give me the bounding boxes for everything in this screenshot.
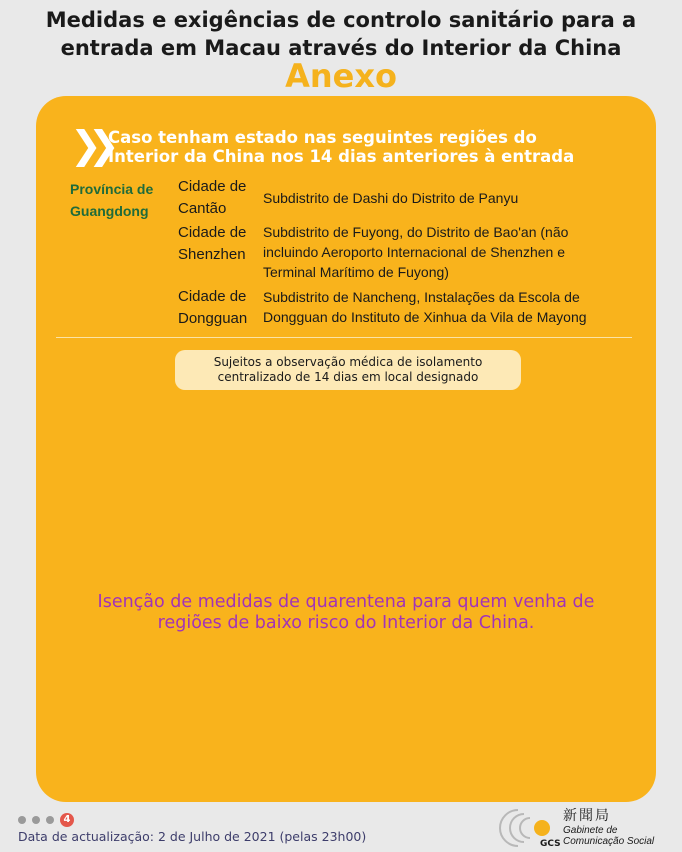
title-line-1: Medidas e exigências de controlo sanitário para a — [45, 8, 637, 32]
intro-text — [108, 128, 648, 166]
logo-pt-line-1: Gabinete de — [563, 825, 618, 836]
province-line-2: Guangdong — [70, 203, 149, 219]
annex-heading: Anexo — [285, 57, 397, 95]
double-chevron-right-icon: ❯❯ — [70, 123, 106, 167]
city-line-2: Dongguan — [178, 310, 248, 327]
measure-line-2: centralizado de 14 dias em local designado — [217, 370, 479, 384]
district-cantao — [263, 188, 633, 208]
city-line-1: Cidade de — [178, 224, 247, 241]
page-dot[interactable] — [18, 816, 26, 824]
city-cantao — [178, 176, 262, 220]
city-shenzhen — [178, 222, 262, 266]
city-line-2: Shenzhen — [178, 246, 246, 263]
logo-pt-line-2: Comunicação Social — [563, 836, 655, 847]
quarantine-measure-box — [175, 350, 521, 390]
title-line-2: entrada em Macau através do Interior da China — [60, 36, 622, 60]
city-line-2: Cantão — [178, 200, 227, 217]
intro-line-1: Caso tenham estado nas seguintes regiões do — [108, 128, 537, 147]
current-page-badge[interactable]: 4 — [60, 813, 74, 827]
exemption-line-1: Isenção de medidas de quarentena para quem venha de — [97, 592, 595, 612]
city-line-1: Cidade de — [178, 178, 247, 195]
district-line: Terminal Marítimo de Fuyong) — [263, 264, 449, 280]
page-title — [0, 6, 682, 62]
page-dot[interactable] — [46, 816, 54, 824]
measure-line-1: Sujeitos a observação médica de isolamento — [213, 355, 483, 369]
gcs-logo-icon — [500, 806, 561, 850]
district-line: Subdistrito de Fuyong, do Distrito de Bao'an (não — [263, 224, 569, 240]
city-dongguan — [178, 286, 262, 330]
district-line: incluindo Aeroporto Internacional de Shenzhen e — [263, 244, 565, 260]
province-label — [70, 178, 174, 222]
intro-line-2: Interior da China nos 14 dias anteriores à entrada — [108, 147, 575, 166]
district-dongguan — [263, 287, 633, 327]
svg-text:GCS: GCS — [540, 839, 561, 849]
province-line-1: Província de — [70, 181, 154, 197]
district-line: Dongguan do Instituto de Xinhua da Vila de Mayong — [263, 309, 587, 325]
exemption-text — [36, 592, 656, 634]
logo-portuguese-text — [563, 825, 654, 847]
district-shenzhen — [263, 222, 633, 282]
exemption-line-2: regiões de baixo risco do Interior da China. — [157, 613, 535, 633]
page-dot[interactable] — [32, 816, 40, 824]
logo-chinese-text: 新聞局 — [563, 808, 611, 824]
content-card — [36, 96, 656, 802]
district-line: Subdistrito de Dashi do Distrito de Panyu — [263, 190, 519, 206]
update-date: Data de actualização: 2 de Julho de 2021 (pelas 23h00) — [18, 829, 367, 844]
city-line-1: Cidade de — [178, 288, 247, 305]
pagination — [18, 813, 74, 827]
divider — [56, 337, 632, 338]
district-line: Subdistrito de Nancheng, Instalações da Escola de — [263, 289, 580, 305]
